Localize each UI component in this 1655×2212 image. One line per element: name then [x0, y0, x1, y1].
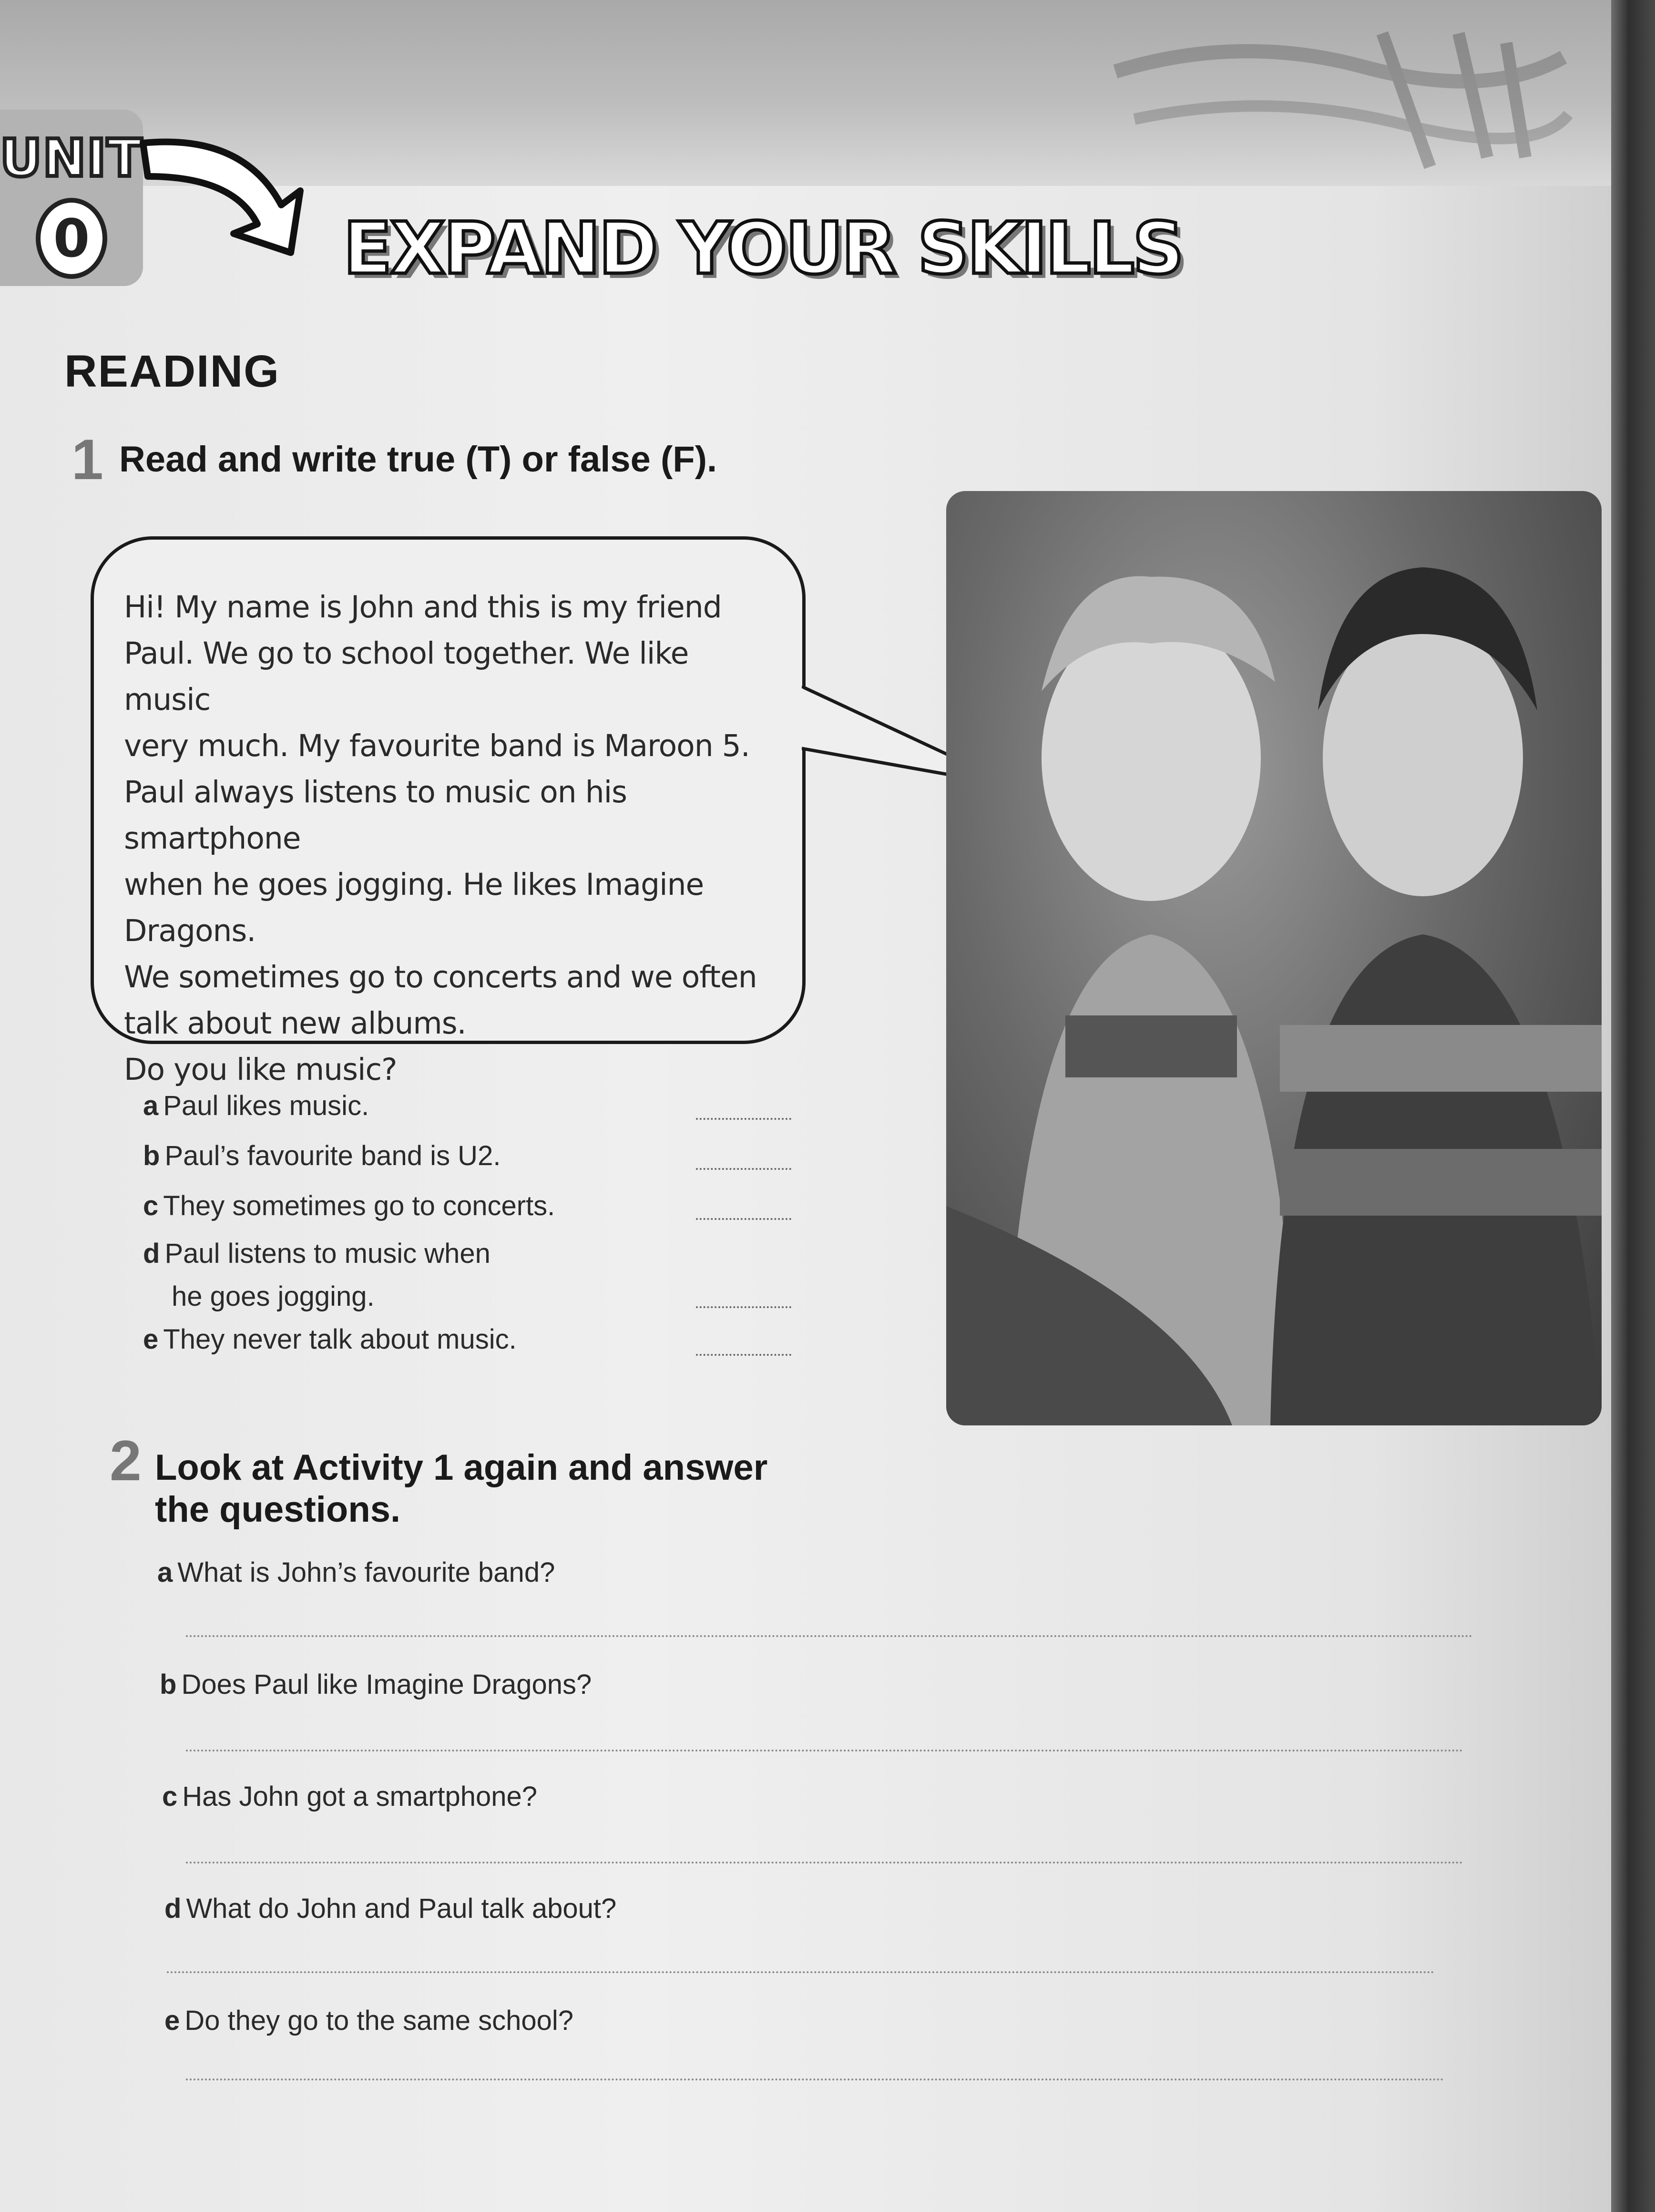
question-b — [160, 1669, 592, 1700]
answer-line-b[interactable] — [186, 1750, 1463, 1751]
answer-blank-d[interactable] — [696, 1306, 791, 1308]
bubble-line: Paul always listens to music on his smartphone — [124, 775, 627, 856]
unit-number: 0 — [36, 198, 107, 279]
curved-arrow-icon — [138, 124, 310, 267]
statement-letter: b — [143, 1140, 160, 1171]
statement-text: They never talk about music. — [163, 1324, 517, 1355]
answer-line-d[interactable] — [167, 1971, 1435, 1973]
reading-heading: READING — [64, 346, 280, 397]
question-letter: b — [160, 1669, 177, 1700]
question-c — [162, 1781, 537, 1813]
bubble-line: very much. My favourite band is Maroon 5. — [124, 728, 750, 763]
answer-line-e[interactable] — [186, 2079, 1444, 2080]
section-title: EXPAND YOUR SKILLS — [343, 207, 1183, 290]
question-text: Does Paul like Imagine Dragons? — [181, 1669, 592, 1700]
statement-text-continued: he goes jogging. — [172, 1281, 375, 1312]
statement-letter: e — [143, 1324, 159, 1355]
answer-line-c[interactable] — [186, 1862, 1463, 1864]
question-letter: e — [164, 2005, 180, 2036]
question-e — [164, 2005, 573, 2037]
bubble-line: when he goes jogging. He likes Imagine — [124, 867, 704, 902]
bubble-line: Do you like music? — [124, 1052, 397, 1087]
speech-bubble-text — [124, 584, 782, 1093]
question-a — [157, 1557, 555, 1588]
activity-1-number: 1 — [72, 428, 103, 492]
statement-text: Paul’s favourite band is U2. — [164, 1140, 501, 1171]
answer-blank-e[interactable] — [696, 1354, 791, 1356]
question-text: Has John got a smartphone? — [182, 1781, 538, 1812]
activity-2-instruction — [155, 1447, 767, 1531]
statement-text: Paul listens to music when — [164, 1238, 490, 1269]
question-text: What do John and Paul talk about? — [186, 1893, 617, 1924]
question-letter: c — [162, 1781, 178, 1812]
statement-text: Paul likes music. — [163, 1090, 369, 1121]
book-spine-shadow — [1611, 0, 1655, 2212]
statement-text: They sometimes go to concerts. — [163, 1190, 555, 1221]
unit-tab — [0, 110, 143, 286]
question-letter: a — [157, 1557, 173, 1588]
bubble-line: Paul. We go to school together. We like music — [124, 636, 689, 717]
answer-blank-b[interactable] — [696, 1168, 791, 1170]
statement-a — [143, 1085, 369, 1127]
bubble-line: talk about new albums. — [124, 1006, 466, 1041]
activity-1-instruction: Read and write true (T) or false (F). — [119, 439, 717, 480]
bubble-line: We sometimes go to concerts and we often — [124, 960, 757, 994]
activity-2-instruction-line: Look at Activity 1 again and answer — [155, 1447, 768, 1488]
activity-2-instruction-line: the questions. — [155, 1489, 401, 1530]
answer-blank-c[interactable] — [696, 1218, 791, 1220]
activity-2-number: 2 — [110, 1429, 142, 1493]
question-text: What is John’s favourite band? — [177, 1557, 555, 1588]
answer-line-a[interactable] — [186, 1635, 1473, 1637]
question-d — [164, 1893, 616, 1925]
photo-illustration — [946, 491, 1602, 1425]
question-text: Do they go to the same school? — [184, 2005, 573, 2036]
statement-b — [143, 1135, 501, 1178]
statement-e — [143, 1318, 517, 1361]
bubble-line: Hi! My name is John and this is my friend — [124, 590, 722, 625]
statement-letter: d — [143, 1238, 160, 1269]
bubble-line: Dragons. — [124, 913, 256, 948]
photo-two-boys — [946, 491, 1602, 1425]
graffiti-texture — [1096, 14, 1573, 186]
unit-label: UNIT — [0, 129, 143, 188]
statement-c — [143, 1185, 555, 1228]
question-letter: d — [164, 1893, 182, 1924]
statement-letter: a — [143, 1090, 159, 1121]
answer-blank-a[interactable] — [696, 1118, 791, 1120]
statement-d — [143, 1232, 490, 1318]
statement-letter: c — [143, 1190, 159, 1221]
